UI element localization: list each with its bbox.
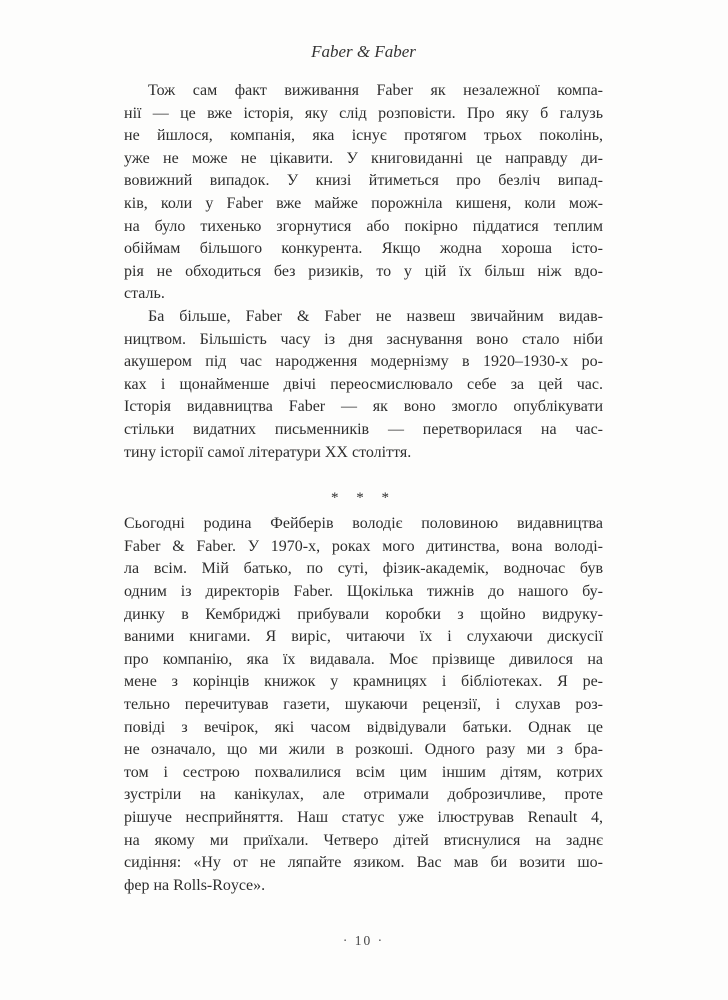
text-line: ках і щонайменше двічі переосмислювало себе за цей час. (124, 375, 603, 393)
text-line: ництвом. Більшість часу із дня заснування воно стало ніби (124, 330, 603, 348)
text-line: не йшлося, компанія, яка існує протягом трьох поколінь, (124, 127, 603, 145)
text-line: уже не може не цікавити. У книговиданні це направду ди- (124, 149, 603, 167)
text-line: нії — це вже історія, яку слід розповісти. Про яку б галузь (124, 104, 603, 122)
text-line: тину історії самої літератури XX століття. (124, 443, 412, 461)
text-line: Faber & Faber. У 1970-х, роках мого дитинства, вона володі- (124, 537, 603, 555)
text-line: не означало, що ми жили в розкоші. Одного разу ми з бра- (124, 741, 603, 759)
page-number: · 10 · (342, 933, 385, 948)
text-line: ків, коли у Faber вже майже порожніла кишеня, коли мож- (124, 194, 603, 212)
text-line: Тож сам факт виживання Faber як незалежної компа- (148, 82, 603, 99)
text-line: Ба більше, Faber & Faber не назвеш звичайним видав- (148, 307, 603, 325)
text-line: на було тихенько згорнутися або покірно піддатися теплим (124, 217, 603, 235)
text-block (124, 80, 603, 897)
text-line: сталь. (124, 285, 165, 303)
text-line: ла всім. Мій батько, по суті, фізик-академік, водночас був (124, 560, 603, 578)
text-line: обіймам більшого конкурента. Якщо жодна хороша істо- (124, 240, 603, 258)
running-header: Faber & Faber (311, 42, 416, 61)
text-line: Історія видавництва Faber — як воно змогло опублікувати (124, 398, 603, 416)
text-line: рія не обходиться без ризиків, то у цій їх більш ніж вдо- (124, 262, 603, 280)
text-line: одним із директорів Faber. Щокілька тижнів до нашого бу- (124, 583, 603, 601)
section-separator: * * * (331, 489, 396, 506)
text-line: стільки видатних письменників — перетворилася на час- (124, 420, 603, 438)
text-line: зустріли на канікулах, але отримали доброзичливе, проте (124, 786, 603, 804)
text-line: вовижний випадок. У книзі йтиметься про безліч випад- (124, 172, 603, 190)
text-line: Сьогодні родина Фейберів володіє половиною видавництва (124, 515, 603, 533)
text-line: рішуче несприйняття. Наш статус уже ілюстрував Renault 4, (124, 809, 603, 826)
text-line: том і сестрою похвалилися всім цим іншим дітям, котрих (124, 763, 603, 781)
text-line: сидіння: «Ну от не ляпайте язиком. Вас мав би возити шо- (124, 854, 603, 872)
text-line: мене з корінців книжок у крамницях і бібліотеках. Я ре- (124, 673, 603, 691)
text-line: повіді з вечірок, які часом відвідували батьки. Однак це (124, 718, 603, 736)
text-line: акушером під час народження модернізму в 1920–1930-х ро- (124, 353, 603, 371)
text-line: тельно перечитував газети, шукаючи рецензії, і слухав роз- (124, 696, 603, 714)
text-line: фер на Rolls-Royce». (124, 876, 266, 894)
text-line: ваними книгами. Я виріс, читаючи їх і слухаючи дискусії (124, 628, 603, 646)
text-line: про компанію, яка їх видавала. Моє прізвище дивилося на (124, 650, 603, 668)
text-line: динку в Кембриджі прибували коробки з щойно видруку- (124, 605, 603, 623)
text-line: на якому ми приїхали. Четверо дітей втиснулися на заднє (124, 831, 603, 849)
